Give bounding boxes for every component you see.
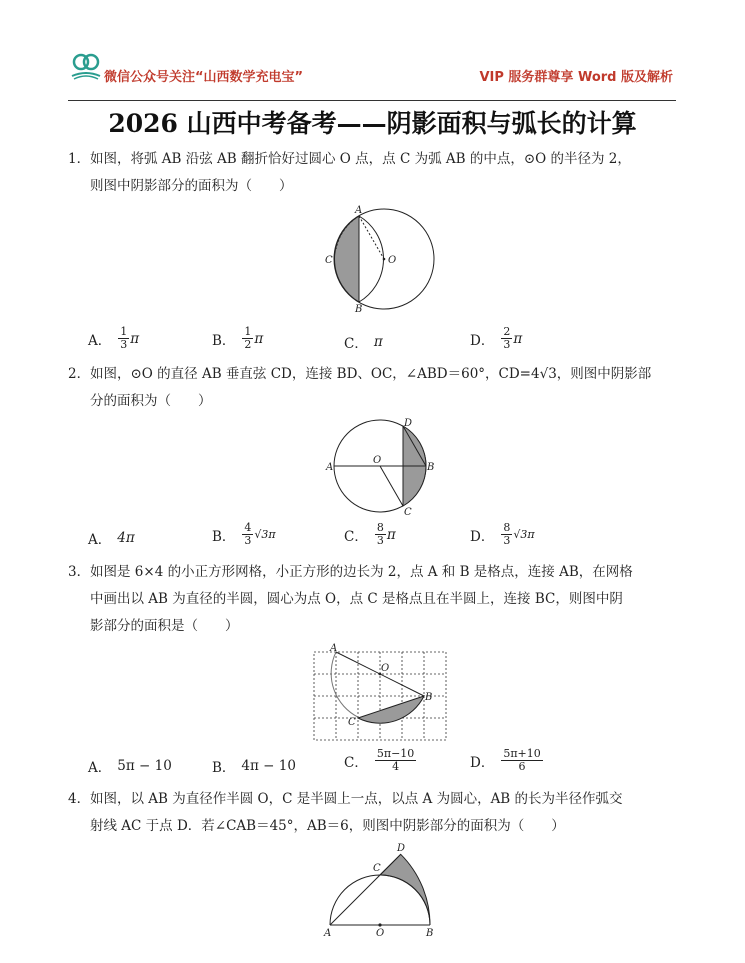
label-C: C: [348, 717, 356, 728]
label-O: O: [376, 928, 385, 939]
label-A: A: [355, 205, 363, 216]
label-O: O: [373, 455, 382, 466]
option-1A[interactable]: A． $\frac{1}{3}$ π: [88, 325, 140, 351]
question-text-line: 分的面积为（ ）: [90, 393, 212, 409]
label-O: O: [388, 255, 397, 266]
label-C: C: [404, 507, 412, 518]
header-divider: [68, 100, 676, 101]
question-text-line: 如图，以 AB 为直径作半圆 O，C 是半圆上一点，以点 A 为圆心，AB 的长为半径作弧交: [90, 791, 623, 807]
option-1C[interactable]: C． π: [344, 334, 383, 352]
logo-icon: [70, 52, 102, 80]
question-2: [68, 361, 688, 415]
label-D: D: [397, 843, 406, 854]
question-4: [68, 786, 688, 840]
label-C: C: [373, 863, 381, 874]
option-3B[interactable]: B． 4π − 10: [212, 758, 296, 776]
label-C: C: [325, 255, 333, 266]
question-text-line: 则图中阴影部分的面积为（ ）: [90, 178, 293, 194]
question-3: [68, 559, 688, 640]
question-number: 2．: [68, 366, 91, 382]
question-1: [68, 146, 688, 200]
header-right-text: VIP 服务群尊享 Word 版及解析: [479, 70, 673, 85]
option-1B[interactable]: B． $\frac{1}{2}$ π: [212, 325, 264, 351]
label-D: D: [404, 418, 413, 429]
figure-q2: [322, 418, 442, 522]
option-2A[interactable]: A． 4π: [88, 530, 135, 548]
label-A: A: [326, 462, 334, 473]
question-text-line: 影部分的面积是（ ）: [90, 618, 239, 634]
question-text-line: 如图，⊙O 的直径 AB 垂直弦 CD，连接 BD、OC，∠ABD＝60°，CD=4√3，则图中阴影部: [90, 366, 652, 382]
option-2D[interactable]: D． $\frac{8}{3}$ √3π: [470, 521, 535, 547]
figure-q3: [306, 642, 456, 750]
question-number: 1．: [68, 151, 91, 167]
option-1D[interactable]: D． $\frac{2}{3}$ π: [470, 325, 523, 351]
figure-q4: [318, 840, 448, 944]
label-B: B: [355, 304, 363, 314]
question-text-line: 射线 AC 于点 D．若∠CAB＝45°，AB＝6，则图中阴影部分的面积为（ ）: [90, 818, 565, 834]
label-B: B: [426, 928, 434, 939]
label-A: A: [330, 643, 338, 654]
option-3A[interactable]: A． 5π − 10: [88, 758, 172, 776]
question-text-line: 如图，将弧 AB 沿弦 AB 翻折恰好过圆心 O 点，点 C 为弧 AB 的中点，⊙O 的半径为 2，: [90, 151, 631, 167]
question-text-line: 如图是 6×4 的小正方形网格，小正方形的边长为 2，点 A 和 B 是格点，连接 AB，在网格: [90, 564, 633, 580]
option-2C[interactable]: C． $\frac{8}{3}$ π: [344, 521, 396, 547]
figure-q1: [322, 204, 442, 318]
question-number: 4．: [68, 791, 91, 807]
option-3D[interactable]: D． $\frac{5\pi+10}{6}$: [470, 747, 541, 773]
label-B: B: [425, 692, 433, 703]
label-O: O: [381, 663, 390, 674]
label-A: A: [324, 928, 332, 939]
label-B: B: [427, 462, 435, 473]
question-number: 3．: [68, 564, 91, 580]
question-text-line: 中画出以 AB 为直径的半圆，圆心为点 O，点 C 是格点且在半圆上，连接 BC，则图中阴: [90, 591, 623, 607]
option-3C[interactable]: C． $\frac{5\pi-10}{4}$: [344, 747, 415, 773]
page-title: 2026 山西中考备考——阴影面积与弧长的计算: [108, 109, 637, 138]
header-left-text: 微信公众号关注“山西数学充电宝”: [104, 70, 304, 85]
option-2B[interactable]: B． $\frac{4}{3}$ √3π: [212, 521, 276, 547]
